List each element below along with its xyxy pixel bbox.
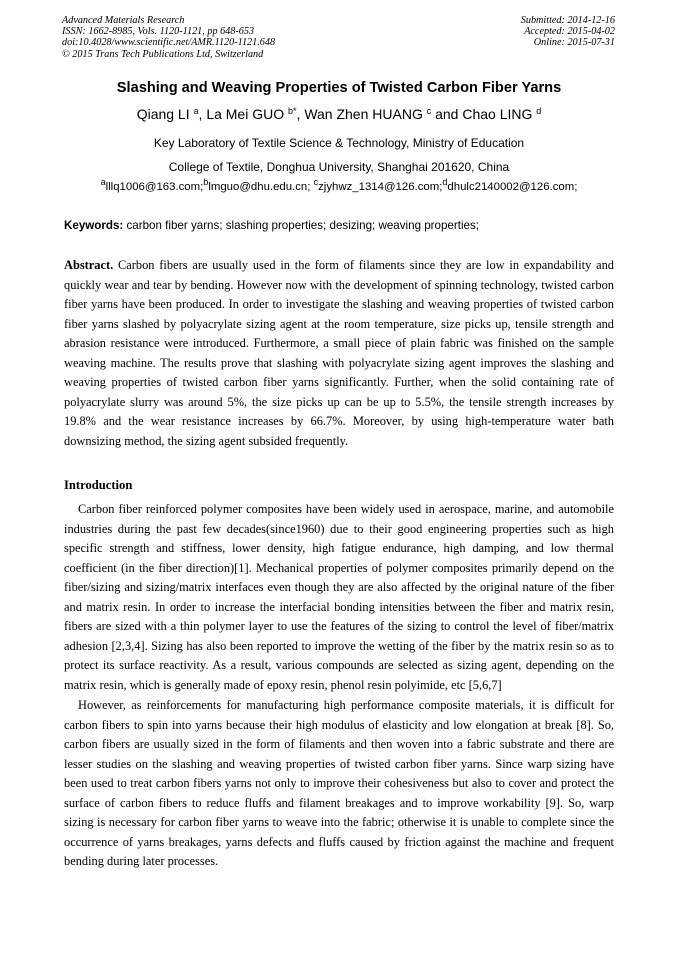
keywords-line xyxy=(64,219,616,232)
author-separator: , xyxy=(296,106,305,122)
affiliation-line: Key Laboratory of Textile Science & Technology, Ministry of Education xyxy=(153,136,525,150)
email-sup: c xyxy=(313,177,319,187)
author-name: Chao LING xyxy=(462,106,533,122)
body-paragraph: However, as reinforcements for manufacturing high performance composite materials, it is difficult for carbon fibers to spin into yarns because their high modulus of elasticity and low elongation at break [8]. So, carbon fibers are usually sized in the form of filaments and then woven into a fabric substrate and there are lesser studies on the slashing and weaving properties of twisted carbon fiber yarns. Since warp sizing have been used to treat carbon fibers yarns not only to improve their cohesiveness but also to cover and protect the surface of carbon fibers to reduce fluffs and filament breakages and to improve workability [9]. So, warp sizing is necessary for carbon fiber yarns to weave into the fabric; otherwise it is unable to complete since the occurrence of yarns breakages, yarns defects and fluffs caused by friction against the machine and frequent bending during later processes. xyxy=(64,698,614,868)
author-separator: and xyxy=(431,106,463,122)
submitted-date: Submitted: 2014-12-16 xyxy=(520,15,615,26)
online-date: Online: 2015-07-31 xyxy=(533,37,615,49)
author-separator: , xyxy=(198,106,207,122)
email-address: dhulc2140002@126.com; xyxy=(447,181,578,193)
author-name: Wan Zhen HUANG xyxy=(304,106,423,122)
paper-title: Slashing and Weaving Properties of Twisted Carbon Fiber Yarns xyxy=(116,80,562,96)
abstract-text: Carbon fibers are usually used in the form of filaments since they are low in expandability and quickly wear and tear by bending. However now with the development of spinning technology, twisted carbon fiber yarns have been produced. In order to investigate the slashing and weaving properties of twisted carbon fiber yarns slashed by polyacrylate sizing agent at the room temperature, size picks up, tensile strength and abrasion resistance were introduced. Furthermore, a small piece of plain fabric was finished on the sample weaving machine. The results prove that slashing with polyacrylate sizing agent improves the slashing and weaving properties of twisted carbon fiber yarns significantly. Further, when the solid containing rate of polyacrylate slurry was around 5%, the size picks up can be up to 5.5%, the tensile strength increases by 19.8% and the wear resistance increases by 66.7%. Moreover, by using high-temperature water bath downsizing method, the sizing agent subsided frequently. xyxy=(64,258,614,448)
email-address: lmguo@dhu.edu.cn; xyxy=(208,181,311,193)
affiliation-line: College of Textile, Donghua University, Shanghai 201620, China xyxy=(168,160,510,174)
author-sup: c xyxy=(426,106,432,116)
email-sup: d xyxy=(442,177,448,187)
author-list xyxy=(0,106,678,122)
author-sup: b* xyxy=(288,106,297,116)
email-address: zjyhwz_1314@126.com; xyxy=(318,181,443,193)
author-name: La Mei GUO xyxy=(206,106,285,122)
author-sup: a xyxy=(193,106,199,116)
author-name: Qiang LI xyxy=(136,106,190,122)
doi-line: doi:10.4028/www.scientific.net/AMR.1120-1121.648 xyxy=(62,37,276,49)
abstract-label: Abstract. xyxy=(64,258,114,272)
author-sup: d xyxy=(536,106,542,116)
email-address: lllq1006@163.com; xyxy=(105,181,204,193)
abstract-paragraph xyxy=(64,256,614,451)
journal-name: Advanced Materials Research xyxy=(62,15,185,26)
dates-header xyxy=(521,15,615,49)
email-sup: b xyxy=(203,177,209,187)
accepted-date: Accepted: 2015-04-02 xyxy=(524,26,615,38)
section-heading-introduction: Introduction xyxy=(64,478,133,492)
copyright-line: © 2015 Trans Tech Publications Ltd, Switzerland xyxy=(62,48,264,60)
body-paragraph: Carbon fiber reinforced polymer composites have been widely used in aerospace, marine, and automobile industries during the past few decades(since1960) due to their good engineering properties such as high specific strength and stiffness, lower density, high fatigue endurance, high damping, and low thermal coefficient (in the fiber direction)[1]. Mechanical properties of polymer composites primarily depend on the fiber/sizing and sizing/matrix interfaces even though they are also affected by the original nature of the fiber and matrix resin. In order to increase the interfacial bonding intensities between the fiber and matrix resin, fibers are sized with a thin polymer layer to use the features of the sizing to control the level of fiber/matrix adhesion [2,3,4]. Sizing has also been reported to improve the wetting of the fiber by the matrix resin so as to protect its surface reactivity. As a result, various compounds are selected as sizing agent, depending on the matrix resin, which is generally made of epoxy resin, phenol resin polyimide, etc [5,6,7] xyxy=(64,502,614,692)
email-list xyxy=(0,177,678,193)
email-sup: a xyxy=(100,177,106,187)
journal-info-header xyxy=(62,15,275,60)
issn-line: ISSN: 1662-8985, Vols. 1120-1121, pp 648-653 xyxy=(62,26,255,38)
keywords-text: carbon fiber yarns; slashing properties; desizing; weaving properties; xyxy=(123,219,480,232)
keywords-label: Keywords: xyxy=(64,219,124,232)
